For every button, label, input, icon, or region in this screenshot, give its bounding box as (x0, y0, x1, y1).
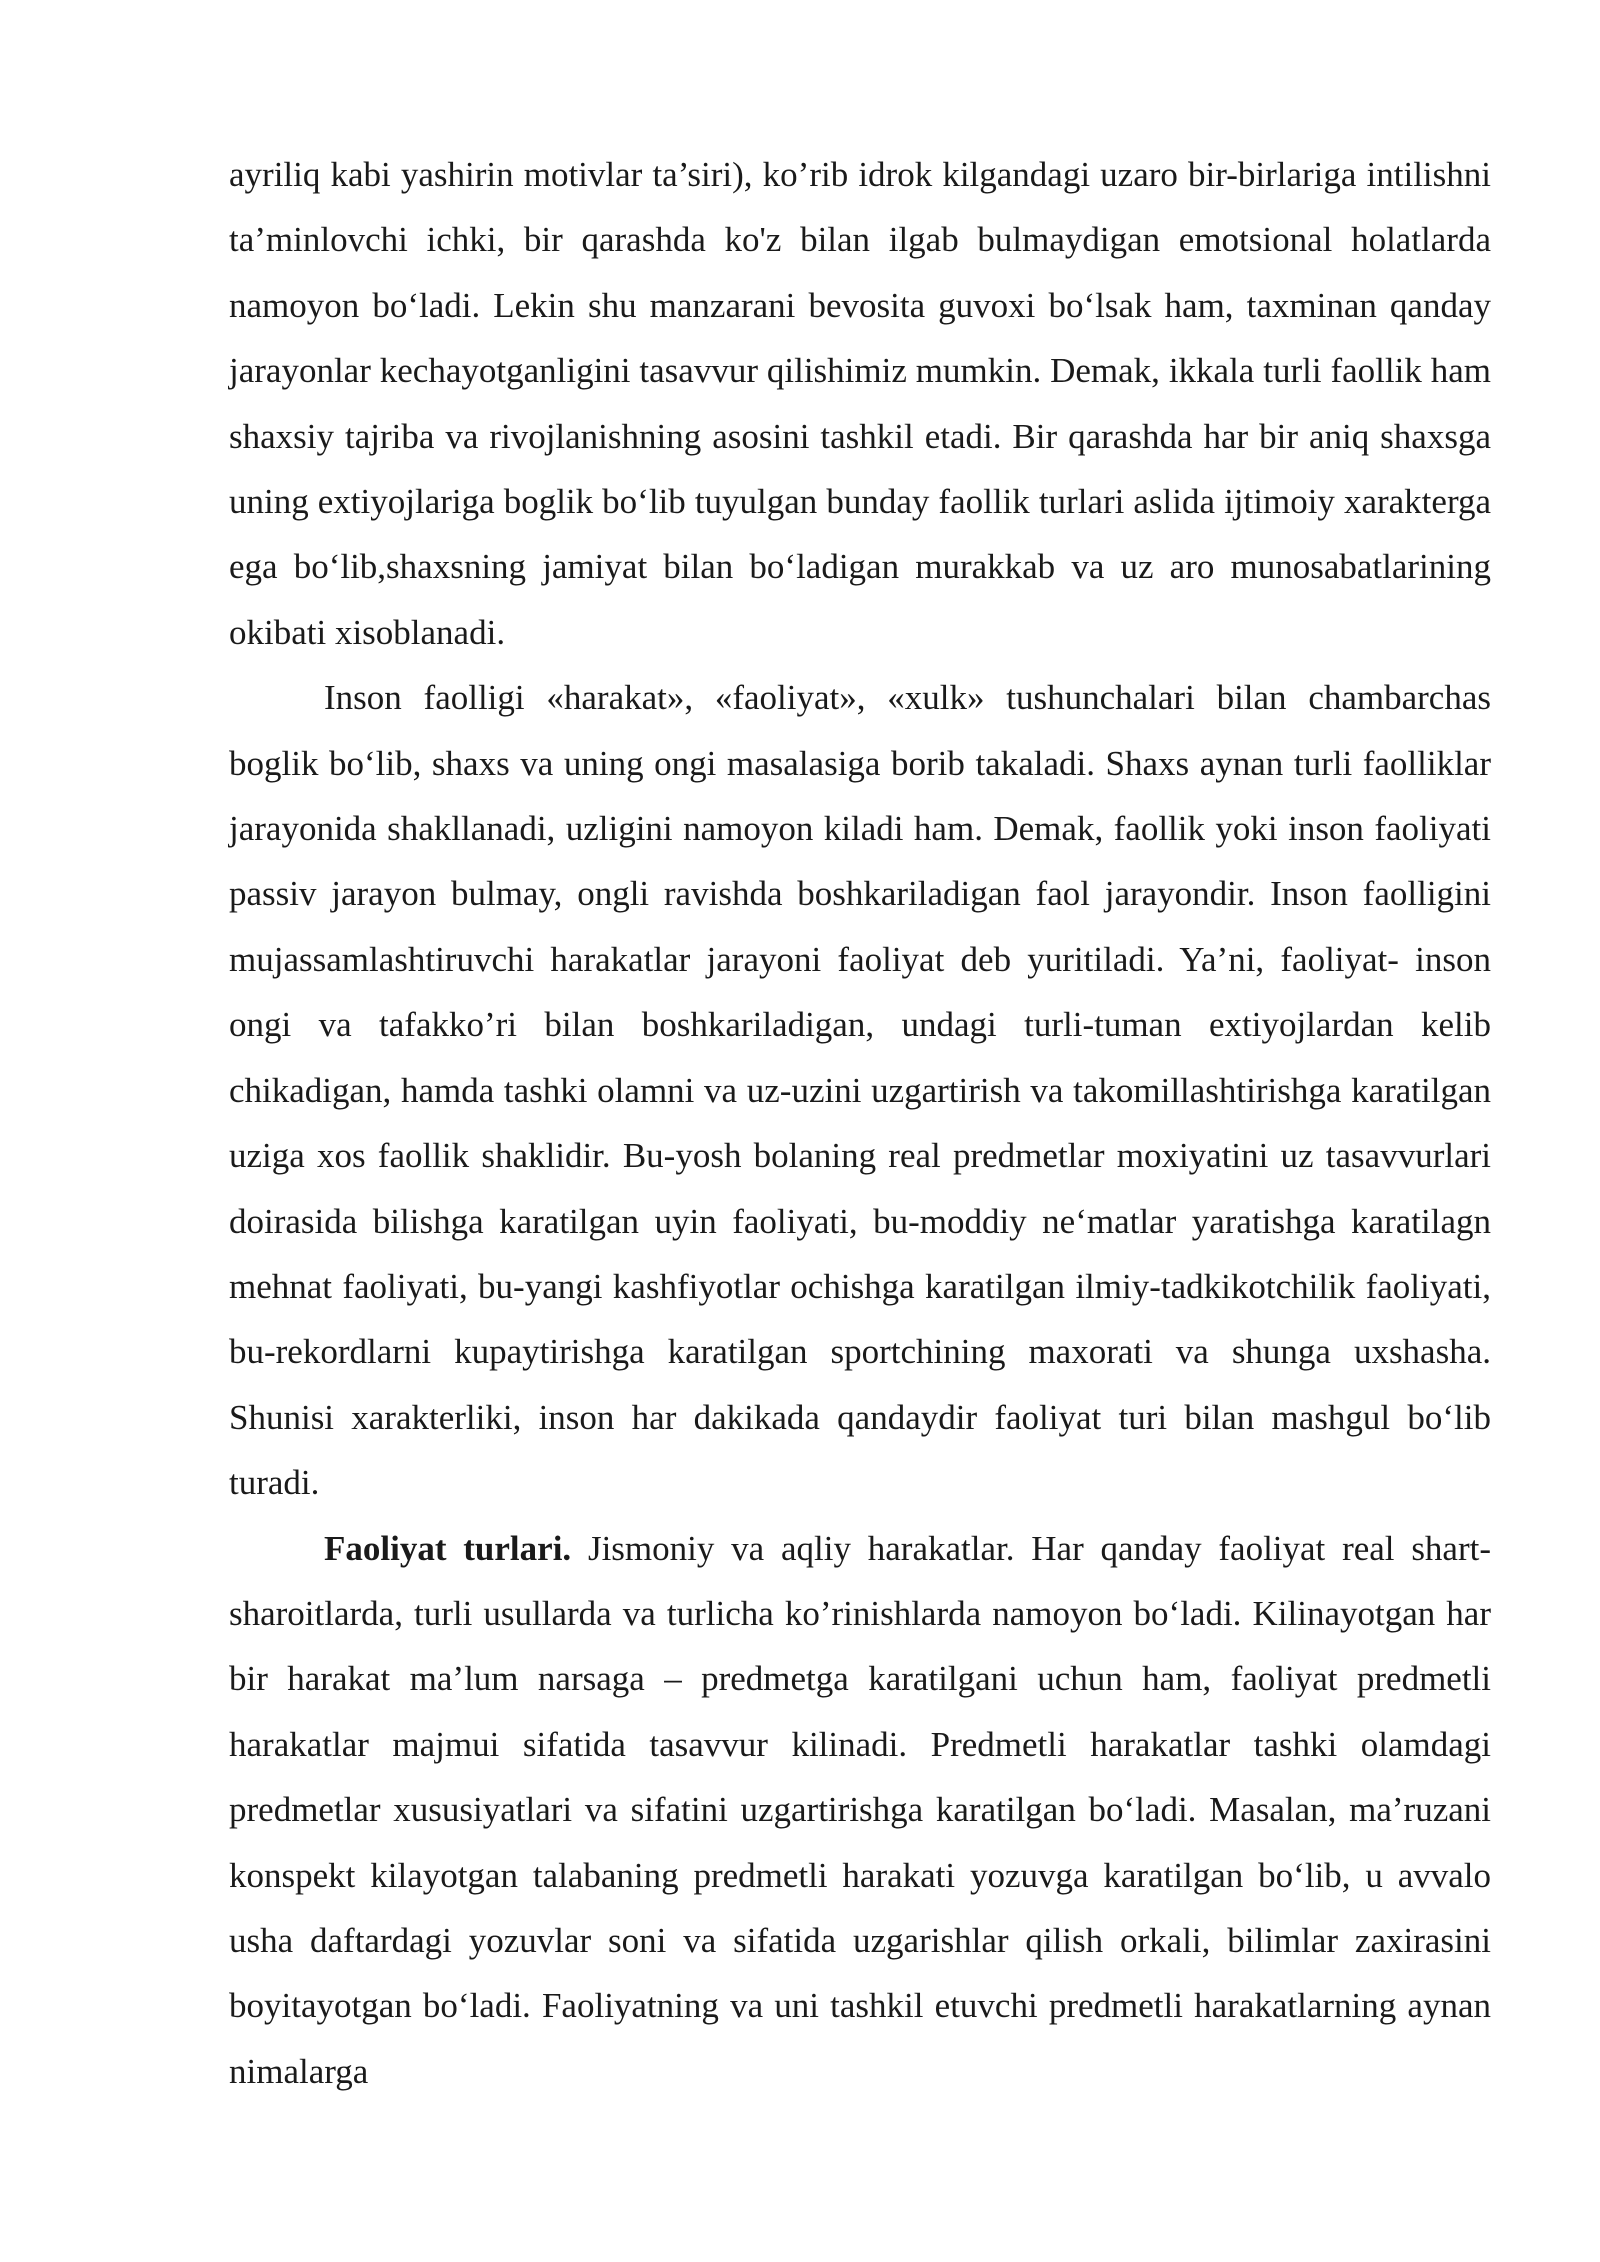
paragraph-1: ayriliq kabi yashirin motivlar ta’siri), ko’rib idrok kilgandagi uzaro bir-birlariga intilishni ta’minlovchi ichki, bir qarashda ko'z bilan ilgab bulmaydigan emotsional holatlarda namoyon bo‘ladi. Lekin shu manzarani bevosita guvoxi bo‘lsak ham, taxminan qanday jarayonlar kechayotganligini tasavvur qilishimiz mumkin. Demak, ikkala turli faollik ham shaxsiy tajriba va rivojlanishning asosini tashkil etadi. Bir qarashda har bir aniq shaxsga uning extiyojlariga boglik bo‘lib tuyulgan bunday faollik turlari aslida ijtimoiy xarakterga ega bo‘lib,shaxsning jamiyat bilan bo‘ladigan murakkab va uz aro munosabatlarining okibati xisoblanadi. (229, 155, 1491, 652)
paragraph-3-body: Jismoniy va aqliy harakatlar. Har qanday faoliyat real shart-sharoitlarda, turli usullarda va turlicha ko’rinishlarda namoyon bo‘ladi. Kilinayotgan har bir harakat ma’lum narsaga – predmetga karatilgani uchun ham, faoliyat predmetli harakatlar majmui sifatida tasavvur kilinadi. Predmetli harakatlar tashki olamdagi predmetlar xususiyatlari va sifatini uzgartirishga karatilgan bo‘ladi. Masalan, ma’ruzani konspekt kilayotgan talabaning predmetli harakati yozuvga karatilgan bo‘lib, u avvalo usha daftardagi yozuvlar soni va sifatida uzgarishlar qilish orkali, bilimlar zaxirasini boyitayotgan bo‘ladi. Faoliyatning va uni tashkil etuvchi predmetli harakatlarning aynan nimalarga (229, 1528, 1492, 2091)
section-heading: Faoliyat turlari. (324, 1528, 572, 1568)
document-page (229, 142, 1491, 2104)
paragraph-3 (229, 1516, 1491, 2105)
paragraph-2: Inson faolligi «harakat», «faoliyat», «xulk» tushunchalari bilan chambarchas boglik bo‘lib, shaxs va uning ongi masalasiga borib takaladi. Shaxs aynan turli faolliklar jarayonida shakllanadi, uzligini namoyon kiladi ham. Demak, faollik yoki inson faoliyati passiv jarayon bulmay, ongli ravishda boshkariladigan faol jarayondir. Inson faolligini mujassamlashtiruvchi harakatlar jarayoni faoliyat deb yuritiladi. Ya’ni, faoliyat- inson ongi va tafakko’ri bilan boshkariladigan, undagi turli-tuman extiyojlardan kelib chikadigan, hamda tashki olamni va uz-uzini uzgartirish va takomillashtirishga karatilgan uziga xos faollik shaklidir. Bu-yosh bolaning real predmetlar moxiyatini uz tasavvurlari doirasida bilishga karatilgan uyin faoliyati, bu-moddiy ne‘matlar yaratishga karatilagn mehnat faoliyati, bu-yangi kashfiyotlar ochishga karatilgan ilmiy-tadkikotchilik faoliyati, bu-rekordlarni kupaytirishga karatilgan sportchining maxorati va shunga uxshasha. Shunisi xarakterliki, inson har dakikada qandaydir faoliyat turi bilan mashgul bo‘lib turadi. (229, 678, 1491, 1503)
